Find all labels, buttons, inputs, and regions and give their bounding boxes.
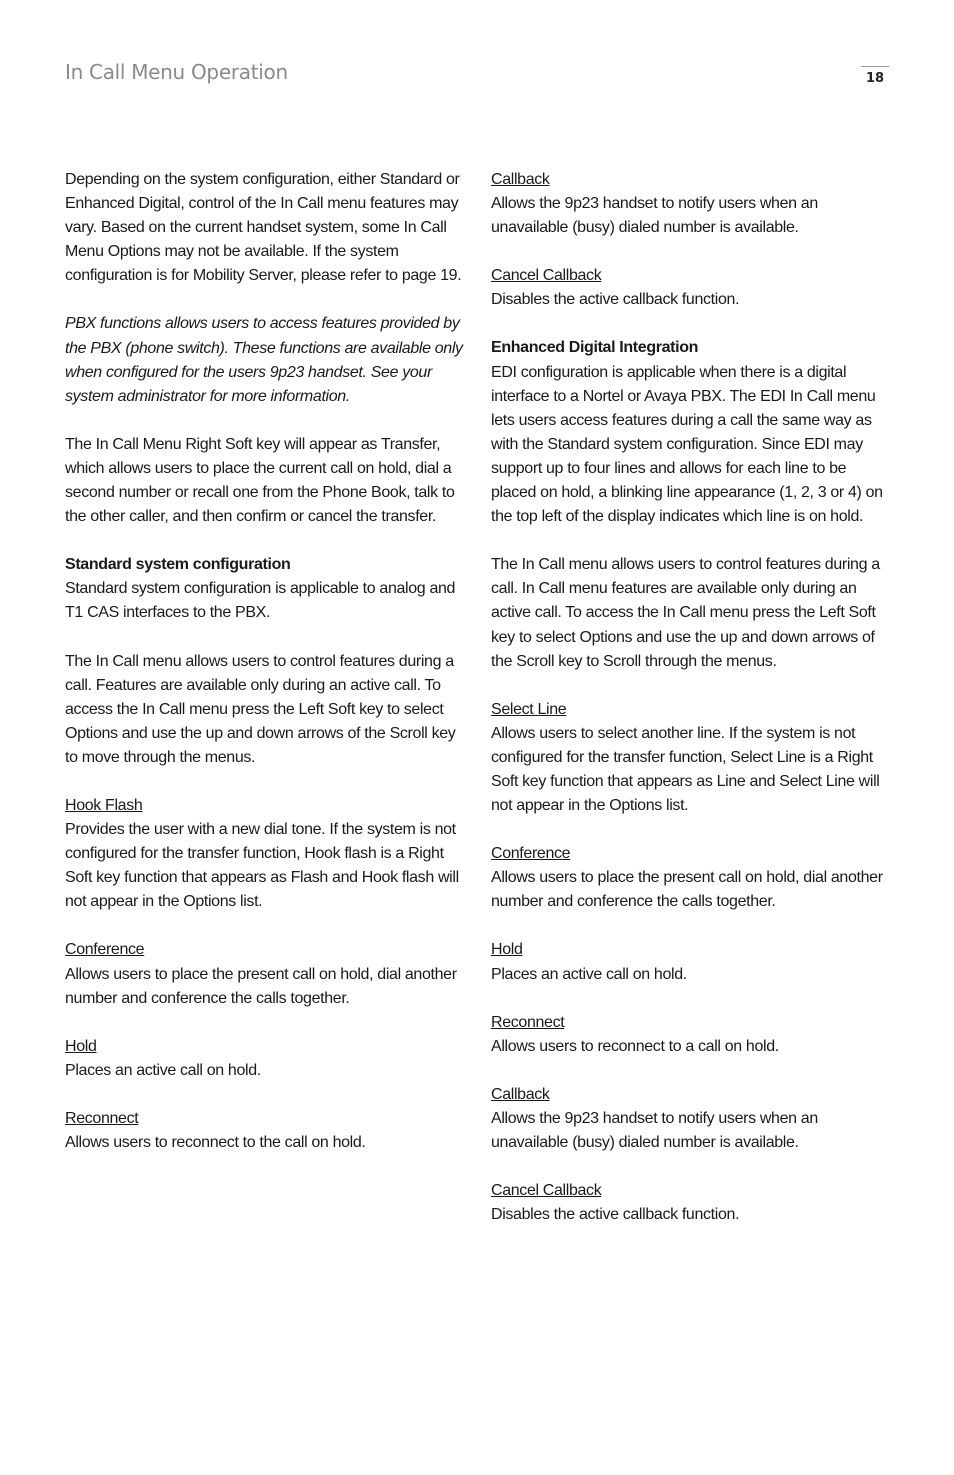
- paragraph-text: Allows users to select another line. If the system is not configured for the transfer function, Select Line is a Right Soft key function that appears as Line and Select Line will not appear in the Options list.: [491, 724, 880, 815]
- right-column: [491, 168, 891, 1251]
- transfer-paragraph: [65, 433, 465, 529]
- paragraph-text: Allows users to reconnect to the call on hold.: [65, 1134, 366, 1151]
- paragraph-text: PBX functions allows users to access features provided by the PBX (phone switch). These functions are available only when configured for the users 9p23 handset. See your system administrator for more information.: [65, 315, 463, 405]
- feature-heading: Hook Flash: [65, 796, 143, 814]
- feature-heading: Hold: [491, 941, 523, 959]
- conference-section: [65, 938, 465, 1010]
- select-line-section: [491, 698, 891, 818]
- paragraph-text: Depending on the system configuration, either Standard or Enhanced Digital, control of the In Call menu features may vary. Based on the current handset system, some In Call Menu Options may not be available. If the system configuration is for Mobility Server, please refer to page 19.: [65, 171, 462, 285]
- feature-heading: Callback: [491, 171, 550, 188]
- section-heading: Enhanced Digital Integration: [491, 339, 699, 357]
- feature-heading: Cancel Callback: [491, 1182, 602, 1200]
- cancel-callback-section: [491, 264, 891, 312]
- paragraph-text: Standard system configuration is applicable to analog and T1 CAS interfaces to the PBX.: [65, 580, 456, 622]
- edi-hold-section: [491, 938, 891, 986]
- in-call-menu-paragraph: [65, 650, 465, 770]
- feature-heading: Cancel Callback: [491, 267, 602, 285]
- paragraph-text: Allows the 9p23 handset to notify users when an unavailable (busy) dialed number is available.: [491, 1109, 818, 1151]
- hold-section: [65, 1035, 465, 1083]
- paragraph-text: The In Call menu allows users to control features during a call. Features are available only during an active call. To access the In Call menu press the Left Soft key to select Options and use the up and down arrows of the Scroll key to move through the menus.: [65, 652, 456, 766]
- section-heading: Standard system configuration: [65, 556, 291, 574]
- reconnect-section: [65, 1107, 465, 1155]
- hook-flash-section: [65, 794, 465, 914]
- feature-heading: Select Line: [491, 700, 567, 718]
- edi-reconnect-section: [491, 1011, 891, 1059]
- paragraph-text: Allows users to place the present call on hold, dial another number and conference the calls together.: [65, 965, 457, 1007]
- paragraph-text: Places an active call on hold.: [65, 1061, 261, 1079]
- paragraph-text: Disables the active callback function.: [491, 1206, 740, 1224]
- paragraph-text: Provides the user with a new dial tone. If the system is not configured for the transfer function, Hook flash is a Right Soft key function that appears as Flash and Hook flash will not appear in the Options list.: [65, 821, 459, 911]
- paragraph-text: Allows users to reconnect to a call on hold.: [491, 1037, 779, 1055]
- paragraph-text: Places an active call on hold.: [491, 965, 687, 983]
- paragraph-text: The In Call menu allows users to control features during a call. In Call menu features are available only during an active call. To access the In Call menu press the Left Soft key to select Options and use the up and down arrows of the Scroll key to Scroll through the menus.: [491, 556, 880, 670]
- feature-heading: Reconnect: [491, 1013, 565, 1031]
- paragraph-text: Allows the 9p23 handset to notify users when an unavailable (busy) dialed number is available.: [491, 195, 818, 237]
- paragraph-text: The In Call Menu Right Soft key will appear as Transfer, which allows users to place the current call on hold, dial a second number or recall one from the Phone Book, talk to the other caller, and then confirm or cancel the transfer.: [65, 435, 455, 526]
- paragraph-text: Allows users to place the present call on hold, dial another number and conference the calls together.: [491, 869, 883, 911]
- feature-heading: Hold: [65, 1037, 97, 1055]
- edi-conference-section: [491, 842, 891, 914]
- intro-paragraph: [65, 168, 465, 288]
- paragraph-text: Disables the active callback function.: [491, 291, 740, 309]
- page-header-title: In Call Menu Operation: [65, 60, 288, 84]
- paragraph-text: EDI configuration is applicable when there is a digital interface to a Nortel or Avaya PBX. The EDI In Call menu lets users access features during a call the same way as with the Standard system configuration. Since EDI may support up to four lines and allows for each line to be placed on hold, a blinking line appearance (1, 2, 3 or 4) on the top left of the display indicates which line is on hold.: [491, 363, 883, 526]
- edi-cancel-callback-section: [491, 1179, 891, 1227]
- feature-heading: Reconnect: [65, 1109, 139, 1127]
- feature-heading: Conference: [491, 845, 571, 863]
- feature-heading: Callback: [491, 1085, 550, 1103]
- page-number: 18: [865, 71, 885, 86]
- callback-section: [491, 168, 891, 240]
- edi-in-call-menu-paragraph: [491, 553, 891, 673]
- page-number-rule: [861, 66, 889, 67]
- standard-config-section: [65, 553, 465, 625]
- left-column: [65, 168, 465, 1179]
- pbx-note-paragraph: [65, 312, 465, 408]
- feature-heading: Conference: [65, 941, 145, 959]
- edi-section: [491, 336, 891, 529]
- edi-callback-section: [491, 1083, 891, 1155]
